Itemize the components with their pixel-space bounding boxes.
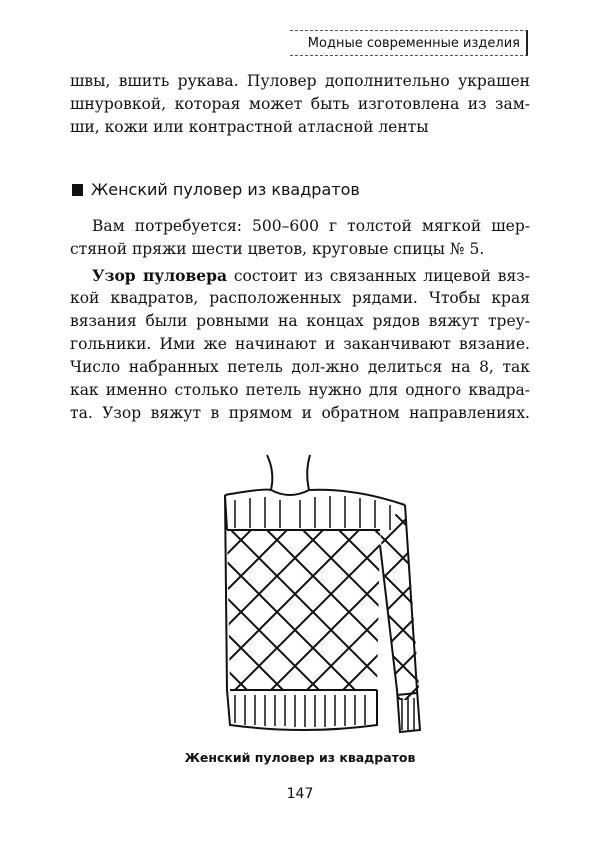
text-line: Вам потребуется: 500–600 г толстой мягкой шер- [92,217,530,235]
text-line: шнуровкой, которая может быть изготовлена из зам- [70,95,530,113]
text-line: та. Узор вяжут в прямом и обратном направлениях. [70,404,530,422]
text-line [92,264,530,288]
text-line: стяной пряжи шести цветов, круговые спицы № 5. [70,240,485,258]
text-line: кой квадратов, расположенных рядами. Чтобы края [70,289,530,307]
section-heading [72,178,360,202]
text-line: гольники. Ими же начинают и заканчивают вязание. [70,335,530,353]
text-line: ши, кожи или контрастной атласной ленты [70,118,429,136]
bold-lead: Узор пуловера [92,266,227,285]
sweater-illustration [205,450,435,745]
text-line: швы, вшить рукава. Пуловер дополнительно украшен [70,72,530,90]
section-heading-text: Женский пуловер из квадратов [91,180,360,199]
figure-caption: Женский пуловер из квадратов [184,750,416,765]
text-line: как именно столько петель нужно для одного квадра- [70,381,530,399]
text-span: состоит из связанных лицевой вяз- [227,267,530,285]
square-bullet-icon [72,184,83,196]
page-number: 147 [286,786,314,802]
running-head: Модные современные изделия [290,30,528,56]
text-line: вязания были ровными на концах рядов вяжут треу- [70,312,530,330]
text-line: Число набранных петель дол-жно делиться на 8, так [70,358,530,376]
